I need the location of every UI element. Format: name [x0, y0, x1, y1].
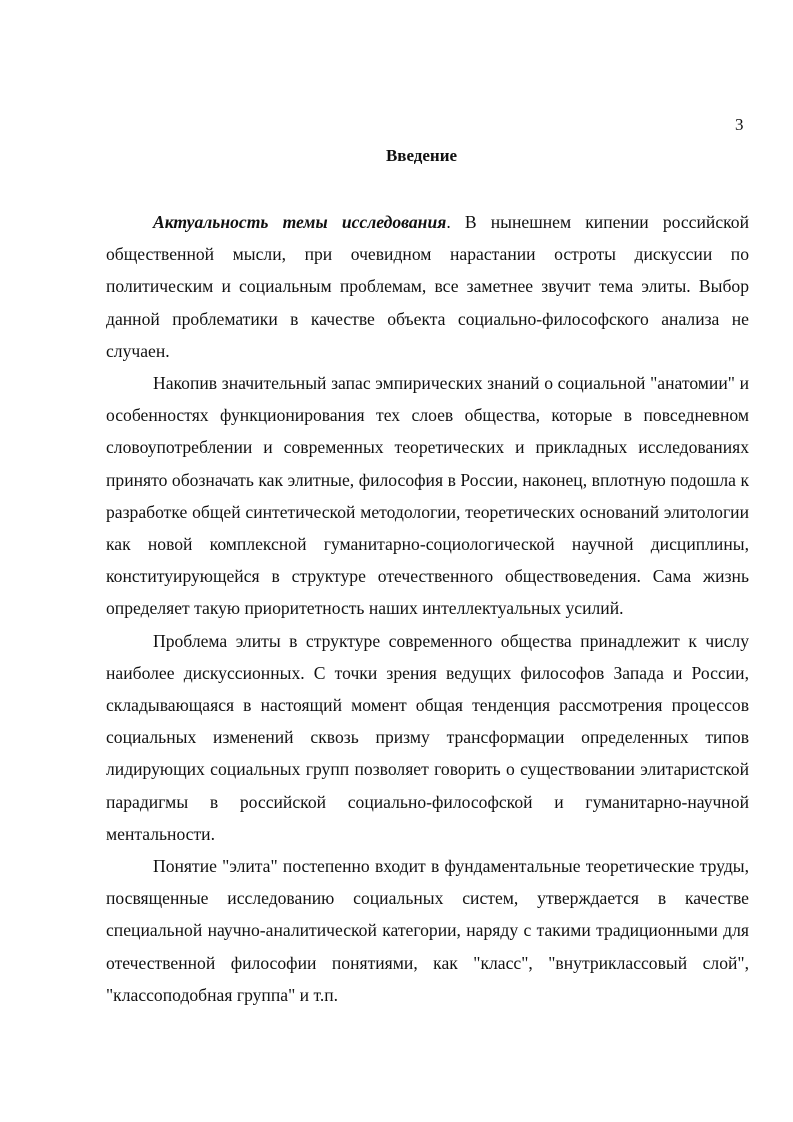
- section-heading: Введение: [385, 146, 458, 165]
- body-text: [106, 206, 749, 1011]
- paragraph-lead: Актуальность темы исследования: [153, 212, 447, 232]
- paragraph-elite-concept: Понятие "элита" постепенно входит в фундаментальные теоретические труды, посвященные исследованию социальных систем, утверждается в качестве специальной научно-аналитической категории, наряду с такими традиционными для отечественной философии понятиями, как "класс", "внутриклассовый слой", "классоподобная группа" и т.п.: [106, 856, 749, 1005]
- paragraph-relevance: [106, 206, 749, 367]
- paragraph-methodology: Накопив значительный запас эмпирических знаний о социальной "анатомии" и особенностях функционирования тех слоев общества, которые в повседневном словоупотреблении и современных теоретических и прикладных исследованиях принято обозначать как элитные, философия в России, наконец, вплотную подошла к разработке общей синтетической методологии, теоретических оснований элитологии как новой комплексной гуманитарно-социологической научной дисциплины, конституирующейся в структуре отечественного обществоведения. Сама жизнь определяет такую приоритетность наших интеллектуальных усилий.: [106, 373, 749, 619]
- paragraph-elite-problem: Проблема элиты в структуре современного общества принадлежит к числу наиболее дискуссионных. С точки зрения ведущих философов Запада и России, складывающаяся в настоящий момент общая тенденция рассмотрения процессов социальных изменений сквозь призму трансформации определенных типов лидирующих социальных групп позволяет говорить о существовании элитаристской парадигмы в российской социально-философской и гуманитарно-научной ментальности.: [106, 630, 749, 844]
- page-number: 3: [735, 115, 744, 134]
- paragraph-text: . В нынешнем кипении российской общественной мысли, при очевидном нарастании остроты дискуссии по политическим и социальным проблемам, все заметнее звучит тема элиты. Выбор данной проблематики в качестве объекта социально-философского анализа не случаен.: [106, 212, 749, 361]
